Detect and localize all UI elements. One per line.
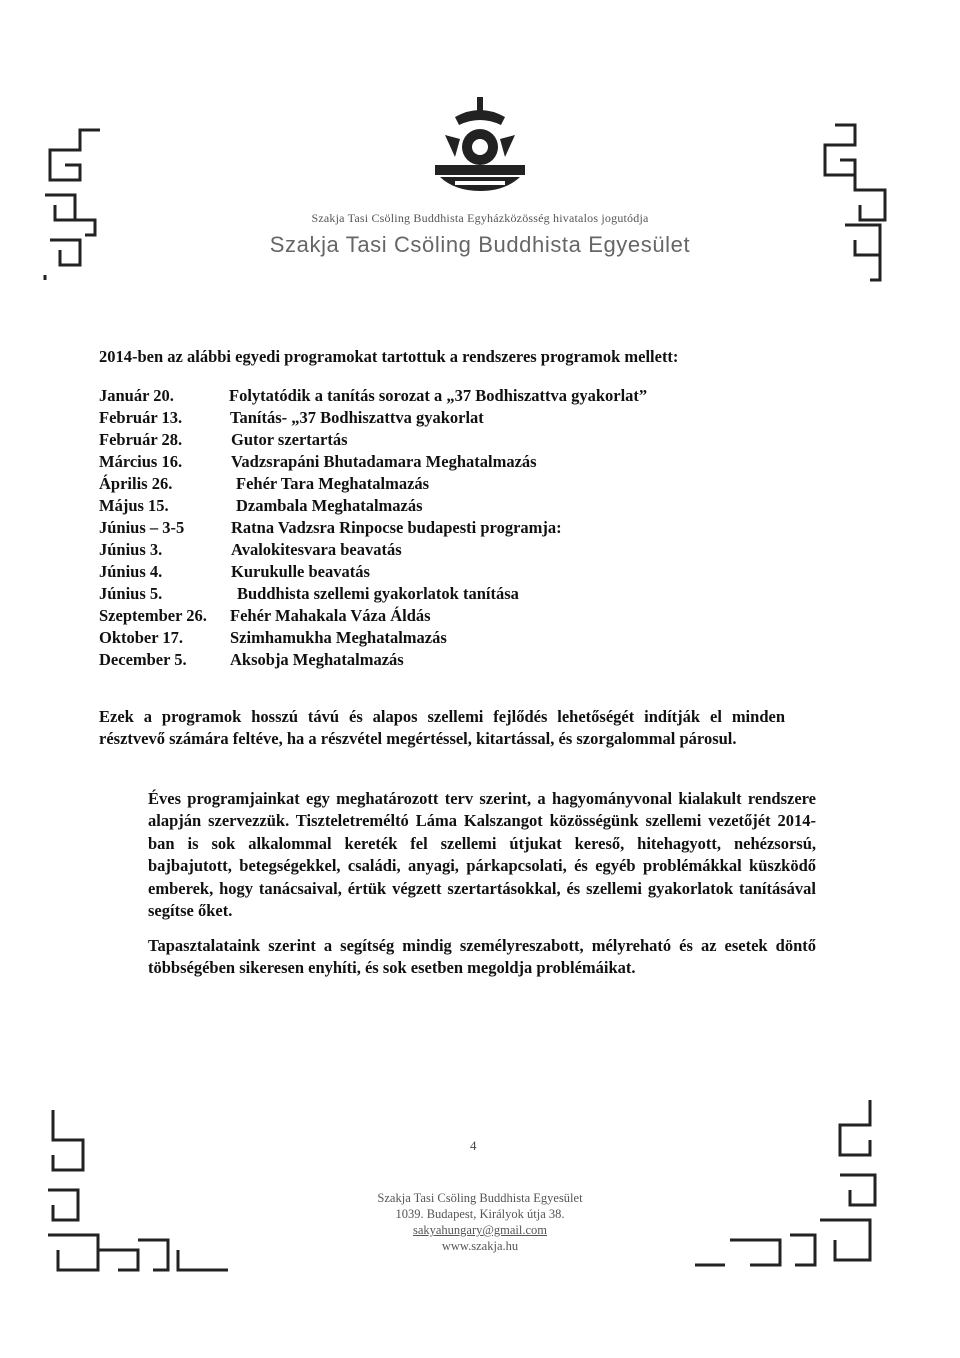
schedule-date: Február 13. <box>99 408 183 427</box>
paragraph-experience: Tapasztalataink szerint a segítség mindig személyreszabott, mélyreható és az esetek döntő többségében sikeresen enyhíti, és sok esetben megoldja problémáikat. <box>148 936 816 978</box>
footer-web-link[interactable]: www.szakja.hu <box>441 1239 519 1253</box>
schedule-event: Folytatódik a tanítás sorozat a „37 Bodhiszattva gyakorlat” <box>229 386 648 405</box>
header-title: Szakja Tasi Csöling Buddhista Egyesület <box>269 232 691 257</box>
schedule-date: Oktober 17. <box>99 628 184 647</box>
schedule-event: Gutor szertartás <box>231 430 348 449</box>
tibetan-key-border-top-left-icon <box>40 125 110 285</box>
schedule-date: December 5. <box>99 650 187 669</box>
schedule-date: Június 5. <box>99 584 163 603</box>
schedule-event: Kurukulle beavatás <box>231 562 370 581</box>
header-subtitle: Szakja Tasi Csöling Buddhista Egyházközösség hivatalos jogutódja <box>311 211 649 225</box>
schedule-date: Június 3. <box>99 540 163 559</box>
schedule-event: Buddhista szellemi gyakorlatok tanítása <box>237 584 519 603</box>
temple-emblem-icon <box>415 95 545 195</box>
schedule-date: Április 26. <box>99 474 173 493</box>
schedule-date: Június – 3-5 <box>99 518 185 537</box>
schedule-event: Dzambala Meghatalmazás <box>236 496 423 515</box>
schedule-event: Fehér Mahakala Váza Áldás <box>230 606 431 625</box>
paragraph-program-impact: Ezek a programok hosszú távú és alapos szellemi fejlődés lehetőségét indítják el minden résztvevő számára feltéve, ha a részvétel megértéssel, kitartással, és szorgalommal párosul. <box>99 707 785 749</box>
tibetan-key-border-top-right-icon <box>815 120 895 285</box>
schedule-event: Vadzsrapáni Bhutadamara Meghatalmazás <box>231 452 537 471</box>
schedule-date: Március 16. <box>99 452 183 471</box>
footer-address: 1039. Budapest, Királyok útja 38. <box>395 1207 565 1221</box>
footer <box>0 1190 960 1254</box>
footer-email-link[interactable]: sakyahungary@gmail.com <box>412 1223 548 1237</box>
intro-heading: 2014-ben az alábbi egyedi programokat tartottuk a rendszeres programok mellett: <box>99 347 679 366</box>
footer-org: Szakja Tasi Csöling Buddhista Egyesület <box>377 1191 583 1205</box>
schedule-event: Tanítás- „37 Bodhiszattva gyakorlat <box>230 408 484 427</box>
schedule-date: Május 15. <box>99 496 169 515</box>
schedule-event: Fehér Tara Meghatalmazás <box>236 474 430 493</box>
schedule-date: Június 4. <box>99 562 163 581</box>
paragraph-annual-programs: Éves programjainkat egy meghatározott terv szerint, a hagyományvonal kialakult rendszere alapján szervezzük. Tiszteletreméltó Láma Kalszangot közösségünk szellemi vezetőjét 2014-ban is sok alkalommal kereték fel szellemi útjukat kereső, hitehagyott, nehézsorsú, bajbajutott, betegségekkel, családi, anyagi, párkapcsolati, és egyéb problémákkal küszködő emberek, hogy tanácsaival, értük végzett szertartásokkal, és szellemi gyakorlatok tanításával segítse őket. <box>148 789 816 921</box>
schedule-event: Szimhamukha Meghatalmazás <box>230 628 447 647</box>
schedule-event: Ratna Vadzsra Rinpocse budapesti programja: <box>231 518 562 537</box>
schedule-date: Január 20. <box>99 386 174 405</box>
schedule-event: Aksobja Meghatalmazás <box>230 650 404 669</box>
page-number: 4 <box>470 1138 477 1153</box>
schedule-date: Szeptember 26. <box>99 606 207 625</box>
schedule-date: Február 28. <box>99 430 183 449</box>
schedule-event: Avalokitesvara beavatás <box>231 540 402 559</box>
